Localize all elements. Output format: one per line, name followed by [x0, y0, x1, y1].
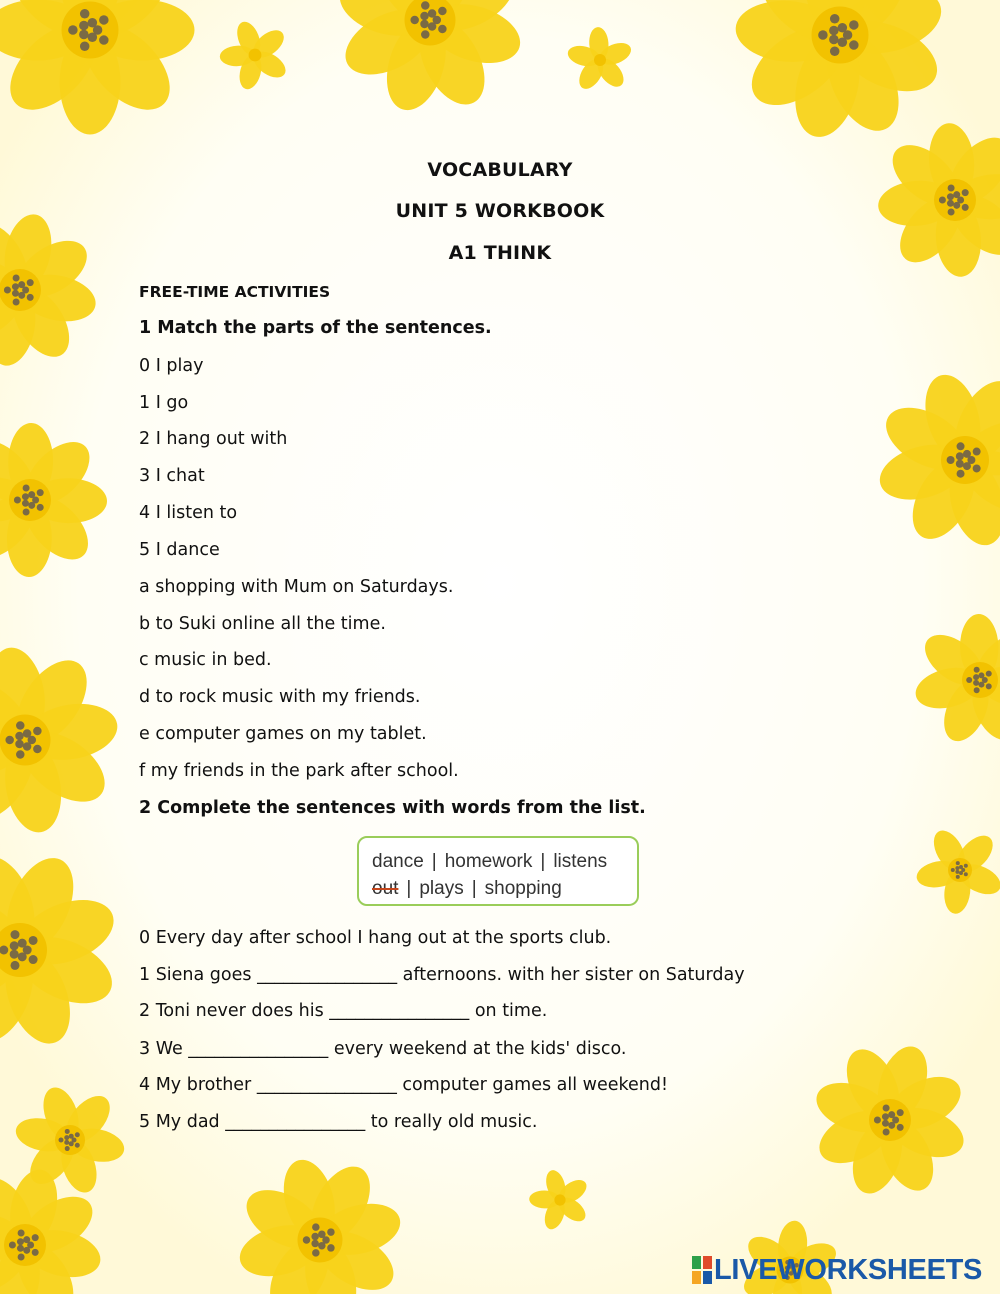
- word-item: dance: [372, 851, 424, 872]
- word-list-box: [357, 836, 639, 906]
- gap-sentence: 1 Siena goes ________________ afternoons. with her sister on Saturday: [139, 965, 745, 985]
- page-subtitle: UNIT 5 WORKBOOK: [395, 200, 605, 222]
- gap-sentence: 5 My dad ________________ to really old music.: [139, 1112, 538, 1132]
- page-title: VOCABULARY: [427, 159, 573, 181]
- sentence-start: 4 I listen to: [139, 503, 238, 523]
- word-separator: |: [540, 851, 546, 872]
- gap-sentence: 0 Every day after school I hang out at the sports club.: [139, 928, 612, 948]
- section-heading: FREE-TIME ACTIVITIES: [139, 283, 331, 301]
- word-separator: |: [471, 878, 477, 899]
- liveworksheets-logo-icon: [692, 1256, 712, 1284]
- sentence-start: 1 I go: [139, 393, 189, 413]
- exercise1-instruction: 1 Match the parts of the sentences.: [139, 318, 492, 338]
- word-item: shopping: [484, 878, 562, 899]
- exercise2-instruction: 2 Complete the sentences with words from the list.: [139, 798, 646, 818]
- sentence-ending: f my friends in the park after school.: [139, 761, 459, 781]
- sentence-start: 0 I play: [139, 356, 204, 376]
- gap-sentence: 2 Toni never does his ________________ on time.: [139, 1001, 548, 1021]
- sentence-start: 3 I chat: [139, 466, 205, 486]
- sentence-ending: c music in bed.: [139, 650, 272, 670]
- word-item-used: out: [372, 878, 399, 899]
- logo-text: LIVEWORKSHEETS: [714, 1253, 983, 1286]
- sentence-ending: e computer games on my tablet.: [139, 724, 427, 744]
- gap-sentence: 3 We ________________ every weekend at the kids' disco.: [139, 1039, 627, 1059]
- sentence-start: 2 I hang out with: [139, 429, 288, 449]
- word-separator: |: [431, 851, 437, 872]
- sentence-ending: d to rock music with my friends.: [139, 687, 421, 707]
- gap-sentence: 4 My brother ________________ computer games all weekend!: [139, 1075, 669, 1095]
- word-separator: |: [406, 878, 412, 899]
- sentence-ending: b to Suki online all the time.: [139, 614, 386, 634]
- sentence-ending: a shopping with Mum on Saturdays.: [139, 577, 454, 597]
- word-list-row: [372, 875, 637, 902]
- liveworksheets-logo[interactable]: [692, 1252, 982, 1288]
- word-item: homework: [444, 851, 533, 872]
- level-label: A1 THINK: [448, 242, 552, 264]
- word-item: listens: [553, 851, 608, 872]
- word-item: plays: [419, 878, 464, 899]
- sentence-start: 5 I dance: [139, 540, 220, 560]
- word-list-row: [372, 848, 637, 875]
